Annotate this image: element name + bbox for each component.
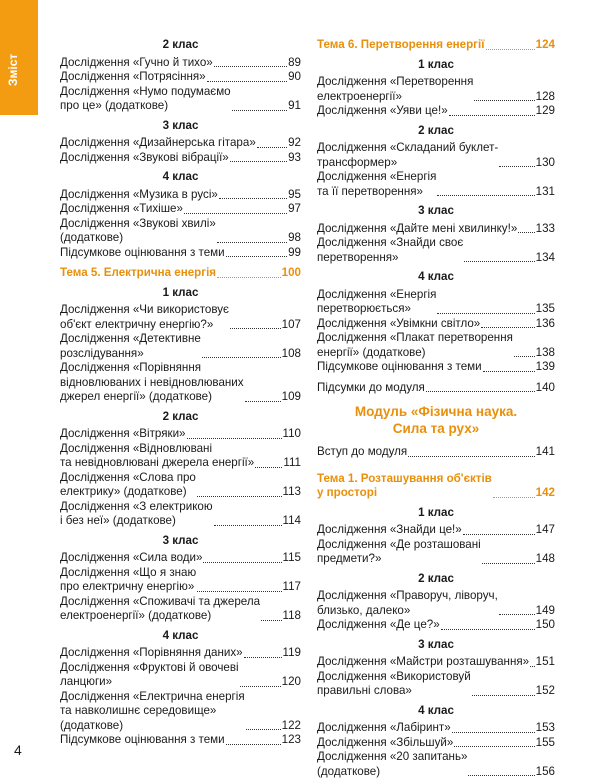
toc-entry[interactable] bbox=[60, 361, 301, 405]
entry-page-number: 109 bbox=[282, 390, 301, 405]
dot-leader bbox=[474, 100, 534, 101]
entry-title: Дослідження «Порівняння відновлюваних і невідновлюваних джерел енергії» (додаткове) bbox=[60, 361, 244, 405]
entry-title: Дослідження «Нумо подумаємо про це» (додаткове) bbox=[60, 85, 231, 114]
dot-leader bbox=[441, 629, 535, 630]
toc-entry[interactable] bbox=[317, 721, 555, 736]
grade-heading: 3 клас bbox=[317, 204, 555, 219]
entry-page-number: 133 bbox=[536, 222, 555, 237]
spacer bbox=[317, 460, 555, 466]
toc-entry[interactable] bbox=[317, 104, 555, 119]
entry-title: Дослідження «Гучно й тихо» bbox=[60, 56, 213, 71]
toc-right-column bbox=[317, 38, 555, 779]
entry-page-number: 151 bbox=[536, 655, 555, 670]
dot-leader bbox=[232, 110, 287, 111]
entry-page-number: 107 bbox=[282, 318, 301, 333]
entry-page-number: 130 bbox=[536, 156, 555, 171]
entry-title: Дослідження «Лабіринт» bbox=[317, 721, 451, 736]
entry-title: Дослідження «Збільшуй» bbox=[317, 736, 453, 751]
toc-entry[interactable] bbox=[60, 70, 301, 85]
entry-title: Дослідження «Музика в русі» bbox=[60, 188, 218, 203]
toc-entry[interactable] bbox=[317, 736, 555, 751]
entry-title: Дослідження «Тихіше» bbox=[60, 202, 183, 217]
dot-leader bbox=[468, 775, 534, 776]
toc-entry[interactable] bbox=[60, 188, 301, 203]
dot-leader bbox=[202, 357, 281, 358]
dot-leader bbox=[472, 695, 535, 696]
entry-page-number: 124 bbox=[536, 38, 555, 53]
page-number: 4 bbox=[14, 742, 22, 758]
toc-entry[interactable] bbox=[60, 85, 301, 114]
entry-page-number: 113 bbox=[283, 485, 301, 500]
toc-entry[interactable] bbox=[317, 170, 555, 199]
toc-entry[interactable] bbox=[317, 381, 555, 396]
entry-title: Дослідження «Слова про електрику» (додаткове) bbox=[60, 471, 196, 500]
entry-page-number: 98 bbox=[288, 231, 301, 246]
entry-title: Дослідження «Майстри розташування» bbox=[317, 655, 529, 670]
entry-page-number: 97 bbox=[288, 202, 301, 217]
toc-entry[interactable] bbox=[60, 471, 301, 500]
dot-leader bbox=[226, 744, 281, 745]
toc-entry[interactable] bbox=[317, 236, 555, 265]
entry-page-number: 123 bbox=[282, 733, 301, 748]
grade-heading: 1 клас bbox=[317, 58, 555, 73]
toc-entry[interactable] bbox=[60, 332, 301, 361]
toc-left-column bbox=[60, 38, 301, 748]
entry-page-number: 91 bbox=[288, 99, 301, 114]
toc-entry[interactable] bbox=[60, 202, 301, 217]
toc-entry[interactable] bbox=[317, 141, 555, 170]
dot-leader bbox=[437, 195, 534, 196]
toc-entry[interactable] bbox=[60, 442, 301, 471]
dot-leader bbox=[244, 657, 282, 658]
toc-entry[interactable] bbox=[60, 136, 301, 151]
grade-heading: 2 клас bbox=[317, 124, 555, 139]
entry-page-number: 148 bbox=[536, 552, 555, 567]
entry-title: Дослідження «Звукові вібрації» bbox=[60, 151, 229, 166]
entry-page-number: 147 bbox=[536, 523, 555, 538]
entry-title: Дослідження «Детективне розслідування» bbox=[60, 332, 201, 361]
dot-leader bbox=[257, 147, 287, 148]
module-heading: Модуль «Фізична наука. Сила та рух» bbox=[317, 403, 555, 437]
grade-heading: 2 клас bbox=[317, 572, 555, 587]
toc-entry[interactable] bbox=[317, 445, 555, 460]
grade-heading: 3 клас bbox=[60, 534, 301, 549]
grade-heading: 1 клас bbox=[60, 286, 301, 301]
toc-entry[interactable] bbox=[60, 246, 301, 261]
entry-page-number: 95 bbox=[288, 188, 301, 203]
toc-theme-entry[interactable] bbox=[317, 472, 555, 501]
entry-page-number: 139 bbox=[536, 360, 555, 375]
entry-page-number: 89 bbox=[288, 56, 301, 71]
entry-page-number: 128 bbox=[536, 90, 555, 105]
entry-title: Дослідження «Праворуч, ліворуч, близько, далеко» bbox=[317, 589, 498, 618]
entry-title: Дослідження «Вітряки» bbox=[60, 427, 186, 442]
toc-entry[interactable] bbox=[60, 566, 301, 595]
dot-leader bbox=[437, 313, 534, 314]
entry-title: Дослідження «Потрясіння» bbox=[60, 70, 206, 85]
section-tab-label: Зміст bbox=[6, 54, 20, 86]
entry-title: Вступ до модуля bbox=[317, 445, 407, 460]
entry-title: Дослідження «Дайте мені хвилинку!» bbox=[317, 222, 517, 237]
dot-leader bbox=[486, 49, 535, 50]
dot-leader bbox=[514, 356, 535, 357]
section-tab[interactable] bbox=[0, 0, 38, 115]
entry-title: Тема 1. Розташування об'єктів у просторі bbox=[317, 472, 492, 501]
grade-heading: 3 клас bbox=[60, 119, 301, 134]
grade-heading: 2 клас bbox=[60, 410, 301, 425]
entry-page-number: 149 bbox=[536, 604, 555, 619]
dot-leader bbox=[452, 732, 535, 733]
entry-page-number: 92 bbox=[288, 136, 301, 151]
toc-entry[interactable] bbox=[317, 670, 555, 699]
entry-title: Підсумкове оцінювання з теми bbox=[317, 360, 482, 375]
entry-title: Дослідження «Сила води» bbox=[60, 551, 202, 566]
entry-page-number: 120 bbox=[282, 675, 301, 690]
toc-entry[interactable] bbox=[317, 618, 555, 633]
entry-title: Підсумки до модуля bbox=[317, 381, 425, 396]
entry-page-number: 135 bbox=[536, 302, 555, 317]
entry-title: Дослідження «Енергія та її перетворення» bbox=[317, 170, 436, 199]
dot-leader bbox=[261, 620, 281, 621]
dot-leader bbox=[454, 746, 534, 747]
entry-title: Дослідження «Звукові хвилі» (додаткове) bbox=[60, 217, 216, 246]
dot-leader bbox=[226, 256, 287, 257]
entry-title: Дослідження «Складаний буклет- трансформер» bbox=[317, 141, 498, 170]
entry-page-number: 153 bbox=[536, 721, 555, 736]
toc-entry[interactable] bbox=[60, 56, 301, 71]
entry-title: Дослідження «Відновлювані та невідновлювані джерела енергії» bbox=[60, 442, 254, 471]
toc-entry[interactable] bbox=[60, 427, 301, 442]
grade-heading: 1 клас bbox=[317, 506, 555, 521]
entry-title: Дослідження «Чи використовує об'єкт електричну енергію?» bbox=[60, 303, 229, 332]
toc-entry[interactable] bbox=[317, 288, 555, 317]
dot-leader bbox=[463, 534, 535, 535]
entry-page-number: 93 bbox=[288, 151, 301, 166]
entry-page-number: 110 bbox=[283, 427, 301, 442]
toc-entry[interactable] bbox=[60, 551, 301, 566]
entry-page-number: 134 bbox=[536, 251, 555, 266]
dot-leader bbox=[482, 563, 535, 564]
toc-entry[interactable] bbox=[60, 217, 301, 246]
entry-title: Дослідження «20 запитань» (додаткове) bbox=[317, 750, 467, 779]
dot-leader bbox=[197, 591, 281, 592]
toc-entry[interactable] bbox=[60, 690, 301, 734]
entry-page-number: 129 bbox=[536, 104, 555, 119]
entry-title: Дослідження «Використовуй правильні слова» bbox=[317, 670, 471, 699]
toc-entry[interactable] bbox=[317, 360, 555, 375]
dot-leader bbox=[246, 729, 281, 730]
toc-entry[interactable] bbox=[317, 538, 555, 567]
entry-page-number: 118 bbox=[283, 609, 301, 624]
dot-leader bbox=[214, 525, 282, 526]
entry-page-number: 136 bbox=[536, 317, 555, 332]
dot-leader bbox=[499, 166, 534, 167]
entry-page-number: 152 bbox=[536, 684, 555, 699]
dot-leader bbox=[217, 242, 287, 243]
entry-title: Дослідження «Знайди це!» bbox=[317, 523, 462, 538]
toc-entry[interactable] bbox=[60, 151, 301, 166]
entry-title: Дослідження «Порівняння даних» bbox=[60, 646, 243, 661]
entry-title: Дослідження «Що я знаю про електричну енергію» bbox=[60, 566, 196, 595]
entry-page-number: 122 bbox=[282, 719, 301, 734]
entry-title: Дослідження «Де розташовані предмети?» bbox=[317, 538, 481, 567]
toc-theme-entry[interactable] bbox=[317, 38, 555, 53]
entry-title: Тема 6. Перетворення енергії bbox=[317, 38, 485, 53]
dot-leader bbox=[493, 497, 535, 498]
entry-page-number: 142 bbox=[536, 486, 555, 501]
entry-title: Дослідження «Перетворення електроенергії» bbox=[317, 75, 473, 104]
toc-entry[interactable] bbox=[317, 75, 555, 104]
dot-leader bbox=[518, 232, 534, 233]
dot-leader bbox=[426, 391, 535, 392]
entry-title: Дослідження «Уяви це!» bbox=[317, 104, 448, 119]
entry-title: Дослідження «Увімкни світло» bbox=[317, 317, 480, 332]
entry-page-number: 117 bbox=[283, 580, 301, 595]
dot-leader bbox=[203, 562, 281, 563]
entry-title: Дослідження «Споживачі та джерела електроенергії» (додаткове) bbox=[60, 595, 260, 624]
dot-leader bbox=[230, 161, 287, 162]
toc-entry[interactable] bbox=[60, 661, 301, 690]
entry-page-number: 99 bbox=[288, 246, 301, 261]
entry-title: Підсумкове оцінювання з теми bbox=[60, 246, 225, 261]
entry-title: Дослідження «Енергія перетворюється» bbox=[317, 288, 436, 317]
entry-page-number: 140 bbox=[536, 381, 555, 396]
toc-entry[interactable] bbox=[317, 317, 555, 332]
dot-leader bbox=[219, 198, 287, 199]
entry-title: Дослідження «Дизайнерська гітара» bbox=[60, 136, 256, 151]
entry-page-number: 115 bbox=[283, 551, 301, 566]
entry-page-number: 108 bbox=[282, 347, 301, 362]
entry-page-number: 114 bbox=[283, 514, 301, 529]
toc-entry[interactable] bbox=[317, 750, 555, 779]
entry-page-number: 119 bbox=[283, 646, 301, 661]
dot-leader bbox=[214, 66, 287, 67]
entry-page-number: 131 bbox=[536, 185, 555, 200]
entry-title: Дослідження «Де це?» bbox=[317, 618, 440, 633]
dot-leader bbox=[217, 277, 281, 278]
dot-leader bbox=[499, 614, 535, 615]
entry-title: Дослідження «Фруктові й овочеві ланцюги» bbox=[60, 661, 239, 690]
toc-entry[interactable] bbox=[317, 589, 555, 618]
dot-leader bbox=[240, 686, 281, 687]
dot-leader bbox=[408, 456, 534, 457]
entry-page-number: 138 bbox=[536, 346, 555, 361]
entry-title: Дослідження «Знайди своє перетворення» bbox=[317, 236, 463, 265]
grade-heading: 2 клас bbox=[60, 38, 301, 53]
grade-heading: 4 клас bbox=[60, 629, 301, 644]
toc-entry[interactable] bbox=[317, 523, 555, 538]
toc-entry[interactable] bbox=[60, 500, 301, 529]
grade-heading: 3 клас bbox=[317, 638, 555, 653]
dot-leader bbox=[187, 438, 282, 439]
entry-page-number: 156 bbox=[536, 765, 555, 779]
entry-title: Дослідження «Електрична енергія та навколишнє середовище» (додаткове) bbox=[60, 690, 245, 734]
dot-leader bbox=[230, 328, 281, 329]
toc-entry[interactable] bbox=[317, 331, 555, 360]
toc-entry[interactable] bbox=[317, 655, 555, 670]
toc-theme-entry[interactable] bbox=[60, 266, 301, 281]
toc-entry[interactable] bbox=[317, 222, 555, 237]
entry-page-number: 90 bbox=[288, 70, 301, 85]
grade-heading: 4 клас bbox=[317, 270, 555, 285]
toc-entry[interactable] bbox=[60, 733, 301, 748]
dot-leader bbox=[255, 467, 282, 468]
dot-leader bbox=[483, 371, 535, 372]
entry-page-number: 155 bbox=[536, 736, 555, 751]
entry-page-number: 141 bbox=[536, 445, 555, 460]
entry-title: Підсумкове оцінювання з теми bbox=[60, 733, 225, 748]
dot-leader bbox=[449, 115, 535, 116]
entry-page-number: 111 bbox=[283, 456, 301, 471]
entry-title: Тема 5. Електрична енергія bbox=[60, 266, 216, 281]
dot-leader bbox=[245, 401, 281, 402]
entry-title: Дослідження «Плакат перетворення енергії» (додаткове) bbox=[317, 331, 513, 360]
dot-leader bbox=[184, 213, 287, 214]
grade-heading: 4 клас bbox=[317, 704, 555, 719]
dot-leader bbox=[464, 261, 534, 262]
entry-page-number: 150 bbox=[536, 618, 555, 633]
toc-entry[interactable] bbox=[60, 303, 301, 332]
toc-entry[interactable] bbox=[60, 646, 301, 661]
dot-leader bbox=[481, 327, 534, 328]
dot-leader bbox=[197, 496, 282, 497]
dot-leader bbox=[530, 666, 535, 667]
entry-page-number: 100 bbox=[282, 266, 301, 281]
dot-leader bbox=[207, 81, 287, 82]
grade-heading: 4 клас bbox=[60, 170, 301, 185]
entry-title: Дослідження «З електрикою і без неї» (додаткове) bbox=[60, 500, 213, 529]
toc-entry[interactable] bbox=[60, 595, 301, 624]
